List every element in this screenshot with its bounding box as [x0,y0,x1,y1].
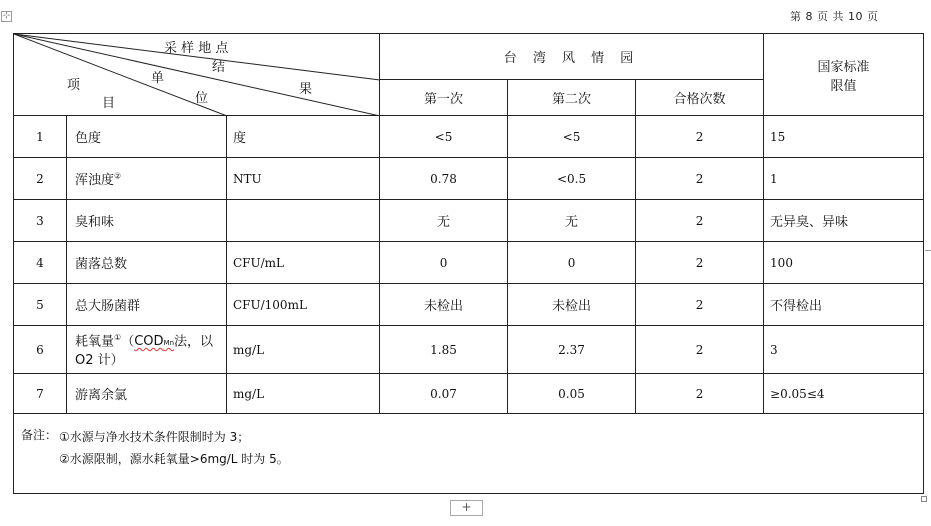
item-name: 菌落总数 [67,242,227,284]
unit-cell: CFU/mL [227,242,380,284]
diagonal-label-unit: 单 [151,71,165,86]
pass-count-header: 合格次数 [636,80,764,116]
pass-count: 2 [636,374,764,414]
cod-label: COD [134,334,164,350]
standard-limit: 不得检出 [764,284,924,326]
first-value: 无 [380,200,508,242]
standard-limit: 无异臭、异味 [764,200,924,242]
second-header: 第二次 [508,80,636,116]
standard-header-line1: 国家标准 [817,59,870,75]
note-line-2: ②水源限制，源水耗氧量>6mg/L 时为 5。 [59,452,289,466]
column-insert-marker[interactable] [925,250,931,251]
first-value: 0.07 [380,374,508,414]
item-line1 [75,329,226,352]
notes-row [14,414,924,494]
diagonal-label-item: 项 [67,78,81,93]
standard-limit: 1 [764,158,924,200]
pass-count: 2 [636,326,764,374]
item-name: 色度 [67,116,227,158]
item-name: 总大肠菌群 [67,284,227,326]
table-row [14,200,924,242]
pass-count: 2 [636,158,764,200]
standard-limit: 100 [764,242,924,284]
first-header: 第一次 [380,80,508,116]
unit-cell: mg/L [227,374,380,414]
pass-count: 2 [636,116,764,158]
unit-cell: NTU [227,158,380,200]
pass-count: 2 [636,200,764,242]
note-line-1: ①水源与净水技术条件限制时为 3； [59,430,250,444]
unit-cell: mg/L [227,326,380,374]
item-text: 耗氧量 [75,334,115,350]
table-row [14,242,924,284]
first-value: 未检出 [380,284,508,326]
notes-cell [14,414,924,494]
row-number: 7 [14,374,67,414]
diagonal-header-cell [14,34,380,116]
footnote-marker: ① [114,332,122,342]
standard-header [764,34,924,116]
unit-cell [227,200,380,242]
standard-limit: 3 [764,326,924,374]
table-row [14,158,924,200]
second-value: <5 [508,116,636,158]
item-tail: 法，以 [174,334,214,350]
standard-limit: ≥0.05≤4 [764,374,924,414]
table-row [14,326,924,374]
standard-header-line2: 限值 [830,78,857,94]
footnote-marker: ② [114,171,122,181]
first-value: 0 [380,242,508,284]
second-value: 未检出 [508,284,636,326]
item-name: 臭和味 [67,200,227,242]
item-name [67,158,227,200]
unit-cell: CFU/100mL [227,284,380,326]
table-row [14,284,924,326]
second-value: 0 [508,242,636,284]
first-value: <5 [380,116,508,158]
diagonal-label-unit-2: 位 [195,91,209,106]
item-name [67,326,227,374]
notes-block [21,426,923,470]
item-paren: （ [121,334,135,350]
notes-lines [59,426,289,470]
diagonal-label-item-2: 目 [102,96,116,111]
header-row-1 [14,34,924,80]
item-name: 游离余氯 [67,374,227,414]
second-value: <0.5 [508,158,636,200]
pass-count: 2 [636,242,764,284]
first-value: 1.85 [380,326,508,374]
table-row [14,374,924,414]
row-number: 1 [14,116,67,158]
standard-limit: 15 [764,116,924,158]
site-header: 台 湾 风 情 园 [380,34,764,80]
notes-label: 备注： [21,428,58,442]
water-quality-table [13,33,924,494]
first-value: 0.78 [380,158,508,200]
row-number: 2 [14,158,67,200]
second-value: 无 [508,200,636,242]
page-number: 第 8 页 共 10 页 [790,10,879,23]
cod-subscript: Mn [163,339,175,348]
pass-count: 2 [636,284,764,326]
diagonal-label-sampling: 采 样 地 点 [164,41,229,56]
add-row-button[interactable]: + [450,500,483,516]
item-text: 浑浊度 [75,173,115,188]
cod-text [134,334,174,349]
table-row [14,116,924,158]
row-number: 5 [14,284,67,326]
diagonal-label-result: 结 [212,60,226,75]
row-number: 3 [14,200,67,242]
row-number: 6 [14,326,67,374]
table-move-handle[interactable]: ⊹ [2,11,11,21]
second-value: 0.05 [508,374,636,414]
second-value: 2.37 [508,326,636,374]
unit-cell: 度 [227,116,380,158]
row-number: 4 [14,242,67,284]
table-resize-handle[interactable] [921,496,927,502]
diagonal-label-result-2: 果 [299,82,313,97]
item-line2: O2 计） [75,353,124,369]
